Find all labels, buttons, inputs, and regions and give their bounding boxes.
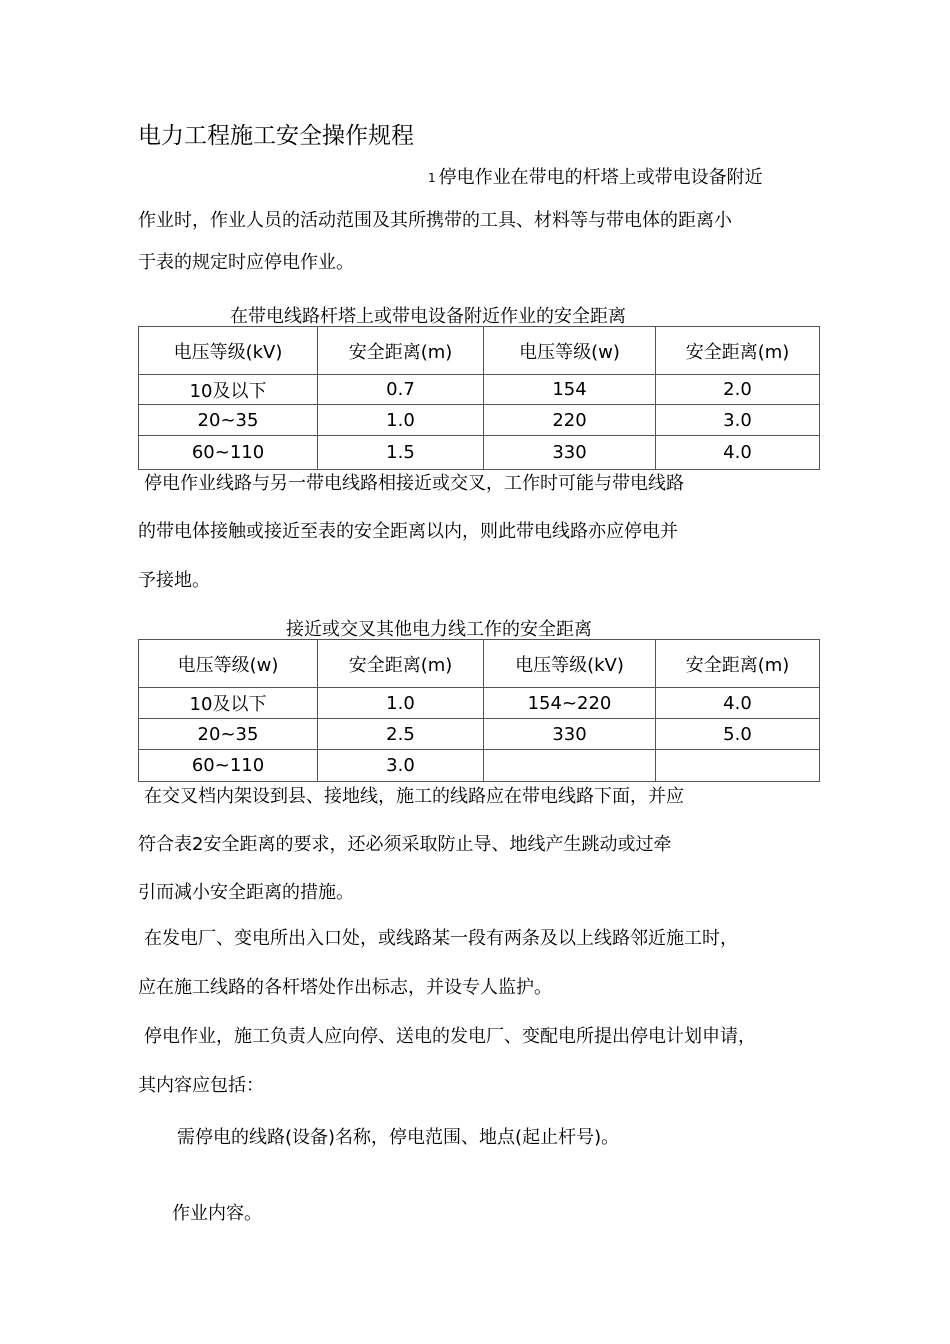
table-row bbox=[139, 405, 820, 436]
table1-header-cell: 安全距离(m) bbox=[656, 327, 820, 375]
para2-line-3: 予接地。 bbox=[138, 570, 210, 591]
table1-header-cell: 电压等级(w) bbox=[484, 327, 656, 375]
table-row bbox=[139, 750, 820, 782]
table-cell: 20~35 bbox=[139, 719, 318, 750]
table-cell: 0.7 bbox=[318, 375, 484, 405]
intro-line-3: 于表的规定时应停电作业。 bbox=[138, 252, 354, 273]
para3-line-2: 符合表2安全距离的要求，还必须采取防止导、地线产生跳动或过牵 bbox=[138, 834, 672, 855]
table-cell: 4.0 bbox=[656, 436, 820, 470]
list-item: 作业内容。 bbox=[172, 1203, 262, 1224]
table-cell: 2.0 bbox=[656, 375, 820, 405]
table-row bbox=[139, 688, 820, 719]
table2-header-row bbox=[139, 640, 820, 688]
table2-header-cell: 电压等级(w) bbox=[139, 640, 318, 688]
table-cell: 10及以下 bbox=[139, 688, 318, 719]
table1-caption: 在带电线路杆塔上或带电设备附近作业的安全距离 bbox=[230, 306, 626, 327]
table2-caption: 接近或交叉其他电力线工作的安全距离 bbox=[286, 619, 592, 640]
table2-header-cell: 安全距离(m) bbox=[318, 640, 484, 688]
table-row bbox=[139, 719, 820, 750]
table-cell: 5.0 bbox=[656, 719, 820, 750]
table1 bbox=[138, 326, 820, 470]
list-item: 需停电的线路(设备)名称，停电范围、地点(起止杆号)。 bbox=[177, 1127, 620, 1148]
table-cell: 330 bbox=[484, 436, 656, 470]
table2 bbox=[138, 639, 820, 782]
para2-line-2: 的带电体接触或接近至表的安全距离以内，则此带电线路亦应停电并 bbox=[138, 521, 678, 542]
table-cell: 154~220 bbox=[484, 688, 656, 719]
para2-line-1: 停电作业线路与另一带电线路相接近或交叉，工作时可能与带电线路 bbox=[144, 473, 684, 494]
table-cell: 60~110 bbox=[139, 750, 318, 782]
table-cell: 3.0 bbox=[318, 750, 484, 782]
page-title: 电力工程施工安全操作规程 bbox=[138, 123, 414, 149]
table-row bbox=[139, 375, 820, 405]
para4-line-2: 应在施工线路的各杆塔处作出标志，并设专人监护。 bbox=[138, 977, 552, 998]
table-cell: 154 bbox=[484, 375, 656, 405]
table-cell: 1.0 bbox=[318, 688, 484, 719]
intro-text-1: 停电作业在带电的杆塔上或带电设备附近 bbox=[438, 167, 763, 188]
para3-line-1: 在交叉档内架设到县、接地线，施工的线路应在带电线路下面，并应 bbox=[144, 786, 684, 807]
table1-header-cell: 安全距离(m) bbox=[318, 327, 484, 375]
table-cell: 2.5 bbox=[318, 719, 484, 750]
table2-header-cell: 安全距离(m) bbox=[656, 640, 820, 688]
table-cell: 3.0 bbox=[656, 405, 820, 436]
section-number: 1 bbox=[428, 171, 436, 185]
table1-header-cell: 电压等级(kV) bbox=[139, 327, 318, 375]
para4-line-1: 在发电厂、变电所出入口处，或线路某一段有两条及以上线路邻近施工时， bbox=[144, 928, 738, 949]
table-cell bbox=[656, 750, 820, 782]
para5-line-2: 其内容应包括： bbox=[138, 1075, 264, 1096]
para3-line-3: 引而减小安全距离的措施。 bbox=[138, 882, 354, 903]
table-cell: 60~110 bbox=[139, 436, 318, 470]
table-cell: 4.0 bbox=[656, 688, 820, 719]
intro-line-2: 作业时，作业人员的活动范围及其所携带的工具、材料等与带电体的距离小 bbox=[138, 210, 732, 231]
table-cell: 330 bbox=[484, 719, 656, 750]
para5-line-1: 停电作业，施工负责人应向停、送电的发电厂、变配电所提出停电计划申请， bbox=[144, 1026, 756, 1047]
table-row bbox=[139, 436, 820, 470]
intro-line-1 bbox=[428, 169, 763, 187]
table1-header-row bbox=[139, 327, 820, 375]
table-cell: 1.0 bbox=[318, 405, 484, 436]
table-cell: 20~35 bbox=[139, 405, 318, 436]
table2-header-cell: 电压等级(kV) bbox=[484, 640, 656, 688]
table-cell bbox=[484, 750, 656, 782]
table-cell: 220 bbox=[484, 405, 656, 436]
table-cell: 10及以下 bbox=[139, 375, 318, 405]
table-cell: 1.5 bbox=[318, 436, 484, 470]
